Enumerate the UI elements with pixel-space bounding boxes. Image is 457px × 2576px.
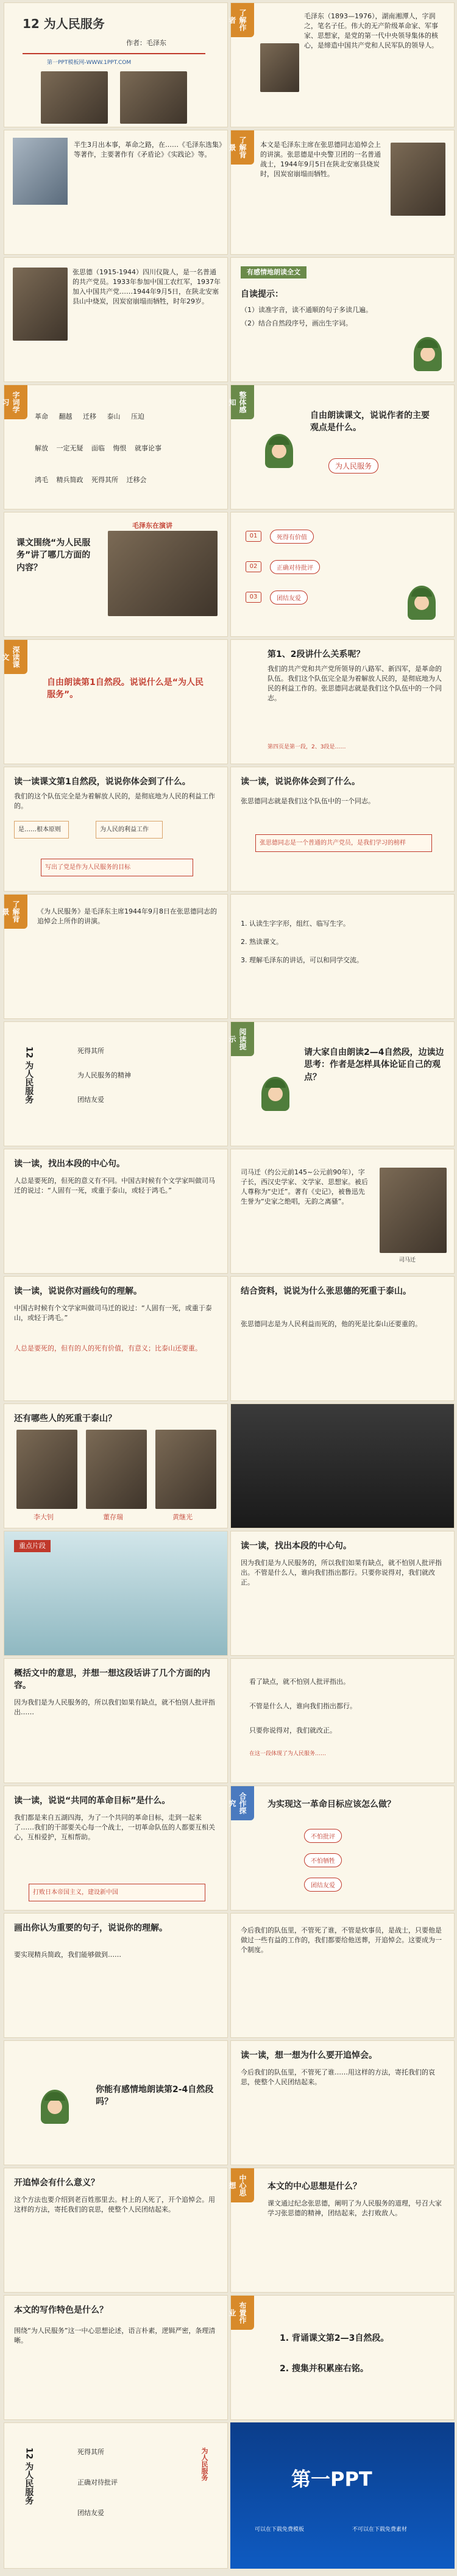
simaqian-label: 司马迁 [399,1257,416,1263]
tag-deep-read: 深读课文 [4,640,27,674]
slide-important [4,1913,228,2038]
slide-deep-read [1,639,228,764]
task-1: 1. 认读生字字形，组红、临写生字。 [241,920,350,928]
hero-name-2: 董存瑞 [103,1513,123,1521]
part-number-1: 01 [246,531,261,542]
meaning-question: 开追悼会有什么意义？ [14,2178,99,2188]
aspects-question: 概括文中的意思，并想一想这段话讲了几个方面的内容。 [14,1669,210,1691]
hero-name-3: 黄继光 [172,1513,193,1521]
structure-item-1: 死得其所 [77,1047,104,1055]
part-label-3: 团结友爱 [270,591,308,605]
criticism-text: 因为我们是为人民服务的，所以我们如果有缺点，就不怕别人批评指出。不管是什么人，谁向我们指出都行。只要你说得对，我们就改正。 [241,1559,442,1586]
hero-photo-1 [16,1430,77,1509]
speech-banner: 毛泽东在演讲 [132,522,172,530]
slide-experience [4,767,228,892]
part-number-3: 03 [246,592,261,603]
lesson-title: 12 为人民服务 [23,16,105,31]
goal-note: 打败日本帝国主义，建设新中国 [29,1884,205,1901]
aspect-2: 不管是什么人，谁向我们指出都行。 [249,1702,356,1710]
brand-tagline-2: 不可以在下载免费素材 [352,2527,408,2533]
background-text: 本文是毛泽东主席在张思德同志追悼会上的讲演。张思德是中央警卫团的一名普通战士，1944年9月5日在陕北安塞县烧炭时，因炭窑崩塌而牺牲。 [260,141,381,178]
mao-photo-2 [13,138,68,205]
main-idea-answer: 为人民服务 [328,458,378,474]
central-idea-question: 本文的中心思想是什么？ [267,2182,361,2191]
relation-note: 第四页是第一段，2、3段是…… [267,744,346,750]
slide-three-parts [230,512,455,637]
part-number-2: 02 [246,561,261,572]
slide-relation [230,639,455,764]
reading-item-2: （2）结合自然段序号，画出生字词。 [241,319,352,327]
tag-homework: 布置作业 [231,2296,254,2330]
slide-central-idea [230,2168,455,2293]
medical-tag: 重点片段 [14,1540,51,1552]
structure-title: 12 为人民服务 [24,1046,34,1104]
deep-read-question: 自由朗读第1自然段。说说什么是“为人民服务”。 [47,678,204,700]
cooperate-item-1: 不怕批评 [304,1829,342,1843]
features-text: 围绕“为人民服务”这一中心思想论述，语言朴素，逻辑严密，条理清晰。 [14,2327,216,2344]
slide-tasks [230,894,455,1019]
part-label-1: 死得有价值 [270,530,314,544]
reading-item-1: （1）读准字音，读不通顺的句子多读几遍。 [241,306,372,314]
aspect-1: 看了缺点，就不怕别人批评指出。 [249,1678,350,1686]
author: 作者：毛泽东 [126,39,166,47]
slide-summary [4,2422,228,2569]
tag-author: 了解作者 [231,3,254,37]
slide-speech-background [1,894,228,1019]
underline-note: 人总是要死的，但有的人的死有价值，有意义；比泰山还要重。 [14,1344,202,1352]
important-text: 要实现精兵简政，我们能够做到…… [14,1951,121,1959]
summary-side: 为人民服务 [200,2447,208,2481]
meaning-text: 这个方法也要介绍到老百姓那里去。村上的人死了，开个追悼会。用这样的方法，寄托我们的哀思，使整个人民团结起来。 [14,2196,215,2213]
important-question: 画出你认为重要的句子，说说你的理解。 [14,1923,168,1933]
zhangside-photo [391,143,445,216]
words-row-1: 革命 翻越 迁移 泰山 压迫 [35,413,144,420]
mao-photo [41,71,108,124]
tag-perception: 整体感知 [231,385,254,419]
works-text: 半生3月出本事，革命之路，在……《毛泽东选集》等著作，主要著作有《矛盾论》《实践论》等。 [74,141,222,158]
reading-label: 自读提示： [241,289,283,299]
slide-underline [4,1276,228,1401]
slide-title [4,2,228,127]
slide-why-memorial [230,2040,455,2165]
slide-features [4,2295,228,2420]
site-link[interactable]: 第一PPT模板网-WWW.1PPT.COM [47,60,132,66]
words-row-3: 鸿毛 精兵简政 死得其所 迁移会 [35,476,147,484]
slide-medical [4,1531,228,1656]
slide-experience-2 [230,767,455,892]
summary-title: 12 为人民服务 [24,2447,34,2505]
slide-homework [230,2295,455,2420]
why-memorial-question: 读一读，想一想为什么要开追悼会。 [241,2051,377,2060]
aspect-3: 只要你说得对，我们就改正。 [249,1726,336,1734]
brand-footer [230,2422,455,2569]
heroes-question: 还有哪些人的死重于泰山？ [14,1414,116,1424]
author-text: 毛泽东（1893—1976），湖南湘潭人，字润之，笔名子任。伟大的无产阶级革命家、军事家、思想家，是党的第一代中央领导集体的核心，是缔造中国共产党和人民军队的领导人。 [304,12,438,49]
experience-question: 读一读课文第1自然段，说说你体会到了什么。 [14,777,191,787]
slide-read-aloud [4,2040,228,2165]
speech-photo [120,71,187,124]
slide-meaning [4,2168,228,2293]
experience-box-2: 为人民的利益工作 [96,821,163,839]
slide-structure [4,1021,228,1146]
tag-cooperate: 合作探究 [231,1786,254,1820]
experience2-question: 读一读，说说你体会到了什么。 [241,777,360,787]
experience2-note: 张思德同志是一个普通的共产党员，是我们学习的榜样 [255,834,432,852]
hero-name-1: 李大钊 [34,1513,54,1521]
soldier-icon-3 [408,586,436,620]
brand-name: 第一PPT [291,2468,372,2491]
slide-aspects [4,1658,228,1783]
author-portrait [260,43,299,92]
slide-main-idea [230,385,455,509]
slide-brand [230,2422,455,2569]
homework-2: 2. 搜集并积累座右铭。 [280,2364,369,2374]
tag-background: 了解背景 [231,130,254,165]
soldier-icon-2 [265,434,293,468]
slide-content-question [4,512,228,637]
slide-background [230,130,455,255]
features-question: 本文的写作特色是什么？ [14,2305,108,2315]
zhangside-portrait [13,268,68,341]
experience2-text: 张思德同志就是我们这个队伍中的一个同志。 [241,797,375,805]
slide-zhangside [4,257,228,382]
slide-author [230,2,455,127]
taishan-text: 张思德同志是为人民利益而死的，他的死是比泰山还要重的。 [241,1320,422,1328]
simaqian-text: 司马迁（约公元前145~公元前90年），字子长，西汉史学家、文学家、思想家。被后人尊称为“史迁”。著有《史记》，被鲁迅先生誉为“史家之绝唱，无韵之离骚”。 [241,1168,368,1205]
slide-center-sentence [4,1149,228,1274]
center-text: 人总是要死的，但死的意义有不同。中国古时候有个文学家叫做司马迁的说过：“人固有一死，或重于泰山，或轻于鸿毛。” [14,1177,215,1194]
divider [23,53,205,54]
soldier-icon-4 [261,1077,289,1111]
cooperate-item-2: 不怕牺牲 [304,1853,342,1867]
structure-item-3: 团结友爱 [77,1096,104,1104]
slide-works [4,130,228,255]
structure-item-2: 为人民服务的精神 [77,1071,131,1079]
hero-photo-3 [155,1430,216,1509]
soldier-icon [414,337,442,371]
criticism-question: 读一读，找出本段的中心句。 [241,1541,352,1551]
center-question: 读一读，找出本段的中心句。 [14,1159,125,1169]
memorial-text: 今后我们的队伍里，不管死了谁，不管是炊事员，是战士，只要他是做过一些有益的工作的，我们都要给他送葬，开追悼会。这要成为一个制度。 [241,1926,442,1954]
slide-taishan [230,1276,455,1401]
tag-speech-background: 了解背景 [4,895,27,929]
experience-conclusion: 写出了党是作为人民服务的目标 [41,859,193,876]
slide-cooperate [230,1786,455,1911]
slide-reading [230,257,455,382]
simaqian-portrait [380,1168,447,1253]
underline-question: 读一读，说说你对画线句的理解。 [14,1286,142,1296]
tag-central-idea: 中心思想 [231,2168,254,2202]
goal-text: 我们都是来自五湖四海，为了一个共同的革命目标，走到一起来了……我们的干部要关心每一个战士，一切革命队伍的人都要互相关心，互相爱护，互相帮助。 [14,1814,215,1841]
slide-common-goal [4,1786,228,1911]
slide-battle-image [230,1403,455,1528]
aspects-note: 在这一段体现了为人民服务…… [249,1751,327,1757]
experience-box-1: 是……根本原则 [14,821,69,839]
slide-aspects-list [230,1658,455,1783]
cooperate-question: 为实现这一革命目标应该怎么做？ [267,1800,395,1809]
tag-words: 字词学习 [4,385,27,419]
homework-1: 1. 背诵课文第2—3自然段。 [280,2333,389,2343]
task-2: 2. 熟读课文。 [241,938,283,946]
cooperate-item-3: 团结友爱 [304,1878,342,1892]
reading-heading: 有感情地朗读全文 [241,266,306,279]
why-memorial-text: 今后我们的队伍里，不管死了谁……用这样的方法，寄托我们的哀思，使整个人民团结起来。 [241,2068,435,2086]
aspects-text: 因为我们是为人民服务的，所以我们如果有缺点，就不怕别人批评指出…… [14,1698,215,1716]
slide-memorial [230,1913,455,2038]
speech-photo-2 [108,531,218,616]
slide-criticism [230,1531,455,1656]
speech-background-text: 《为人民服务》是毛泽东主席1944年9月8日在张思德同志的追悼会上所作的讲演。 [37,907,217,925]
tag-reading-tip: 阅读提示 [231,1022,254,1056]
underline-text: 中国古时候有个文学家叫做司马迁的说过：“人固有一死，或重于泰山，或轻于鸿毛。” [14,1304,212,1322]
slide-simaqian [230,1149,455,1274]
summary-item-1: 死得其所 [77,2448,104,2456]
experience-text: 我们的这个队伍完全是为着解放人民的，是彻底地为人民的利益工作的。 [14,792,215,810]
slide-heroes [4,1403,228,1528]
brand-tagline-1: 可以在下载免费模板 [255,2527,305,2533]
zhangside-text: 张思德（1915-1944）四川仪陇人，是一名普通的共产党员。1933年参加中国工农红军，1937年加入中国共产党……1944年9月5日，在陕北安塞县山中烧炭，因炭窑崩塌而牺牲，时年29岁。 [73,268,221,305]
read-aloud-question: 你能有感情地朗读第2-4自然段吗？ [96,2085,214,2107]
summary-item-3: 团结友爱 [77,2509,104,2517]
central-idea-text: 课文通过纪念张思德，阐明了为人民服务的道理，号召大家学习张思德的精神，团结起来，去打败敌人。 [267,2199,442,2217]
hero-photo-2 [86,1430,147,1509]
words-row-2: 解放 一定无疑 面临 悔恨 就事论事 [35,444,161,452]
content-question: 课文围绕“为人民服务”讲了哪几方面的内容？ [16,538,91,573]
soldier-icon-5 [41,2090,69,2124]
goal-question: 读一读，说说“共同的革命目标”是什么。 [14,1796,171,1806]
slide-reading-tip [230,1021,455,1146]
part-label-2: 正确对待批评 [270,560,320,574]
task-3: 3. 理解毛泽东的讲话，可以和同学交流。 [241,956,363,964]
relation-question: 第1、2段讲什么关系呢？ [267,650,365,659]
reading-tip-question: 请大家自由朗读2—4自然段，边读边思考：作者是怎样具体论证自己的观点？ [304,1048,444,1082]
main-idea-question: 自由朗读课文，说说作者的主要观点是什么。 [310,411,430,433]
taishan-question: 结合资料，说说为什么张思德的死重于泰山。 [241,1286,411,1296]
summary-item-2: 正确对待批评 [77,2478,118,2486]
relation-text: 我们的共产党和共产党所领导的八路军、新四军，是革命的队伍。我们这个队伍完全是为着解放人民的，是彻底地为人民的利益工作的。张思德同志就是我们这个队伍中的一个同志。 [267,665,442,702]
slide-words [1,385,228,509]
